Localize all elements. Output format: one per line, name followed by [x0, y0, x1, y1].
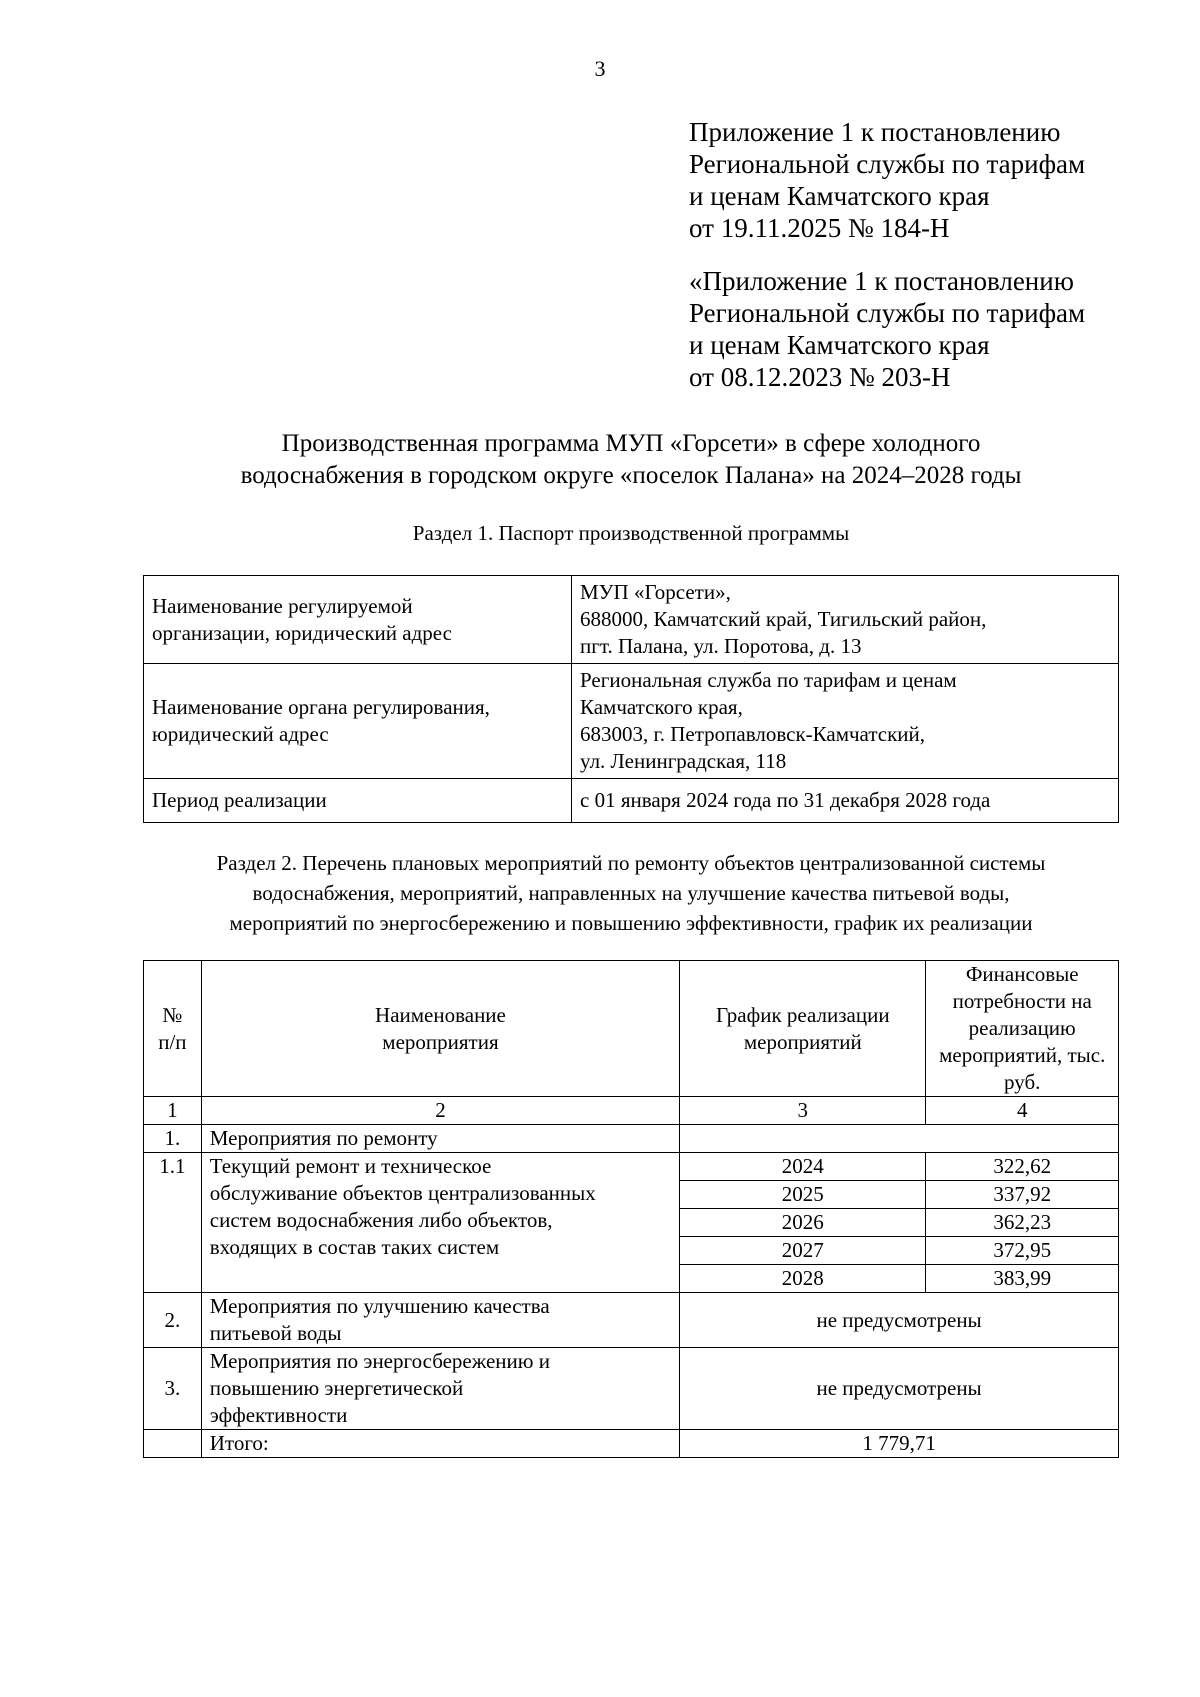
attachment-line: от 08.12.2023 № 203-Н	[689, 362, 951, 392]
header-line: мероприятий	[743, 1029, 862, 1054]
attachment-line: Региональной службы по тарифам	[689, 149, 1086, 179]
measure-name-line: повышению энергетической	[209, 1376, 464, 1400]
year-cell: 2028	[680, 1265, 926, 1293]
column-number-cell: 3	[680, 1097, 926, 1125]
row-number-cell: 3.	[144, 1348, 202, 1430]
passport-value-line: Региональная служба по тарифам и ценам	[580, 668, 957, 692]
passport-label-cell	[144, 576, 572, 664]
status-cell: не предусмотрены	[680, 1348, 1119, 1430]
passport-label-cell	[144, 779, 572, 823]
document-title	[0, 428, 1200, 492]
passport-value-line: 683003, г. Петропавловск-Камчатский,	[580, 722, 926, 746]
group-row	[144, 1293, 1119, 1348]
passport-row	[144, 779, 1119, 823]
amount-cell: 372,95	[926, 1237, 1119, 1265]
passport-label-line: юридический адрес	[152, 722, 329, 746]
measures-table	[143, 960, 1119, 1458]
header-line: Финансовые	[965, 962, 1079, 986]
attachment-current-block	[689, 116, 1085, 244]
row-number-cell: 1.1	[144, 1153, 202, 1293]
group-row	[144, 1125, 1119, 1153]
measure-name-cell	[201, 1348, 679, 1430]
header-line: п/п	[158, 1029, 187, 1054]
row-number-cell: 1.	[144, 1125, 202, 1153]
passport-value-cell	[572, 664, 1119, 779]
year-cell: 2026	[680, 1209, 926, 1237]
empty-cell	[680, 1125, 1119, 1153]
measure-name-line: эффективности	[209, 1403, 348, 1427]
total-row	[144, 1430, 1119, 1458]
measure-name-cell: Мероприятия по ремонту	[201, 1125, 679, 1153]
attachment-line: «Приложение 1 к постановлению	[689, 266, 1074, 296]
section1-heading: Раздел 1. Паспорт производственной программы	[412, 521, 850, 545]
attachment-previous-block	[689, 265, 1085, 393]
column-number-row	[144, 1097, 1119, 1125]
status-cell: не предусмотрены	[680, 1293, 1119, 1348]
measure-name-line: Текущий ремонт и техническое	[209, 1154, 492, 1178]
measure-name-line: Мероприятия по энергосбережению и	[209, 1349, 550, 1373]
table-header-row	[144, 961, 1119, 1097]
passport-label-line: Период реализации	[152, 788, 327, 812]
passport-row	[144, 576, 1119, 664]
passport-table	[143, 575, 1119, 823]
amount-cell: 322,62	[926, 1153, 1119, 1181]
row-number-cell: 2.	[144, 1293, 202, 1348]
amount-cell: 337,92	[926, 1181, 1119, 1209]
header-name-cell	[201, 961, 679, 1097]
year-cell: 2024	[680, 1153, 926, 1181]
attachment-line: и ценам Камчатского края	[689, 181, 990, 211]
table-row	[144, 1153, 1119, 1181]
passport-value-line: ул. Ленинградская, 118	[580, 749, 787, 773]
measure-name-cell	[201, 1153, 679, 1293]
group-row	[144, 1348, 1119, 1430]
passport-value-line: МУП «Горсети»,	[580, 580, 731, 604]
section2-heading-line: мероприятий по энергосбережению и повышению эффективности, график их реализации	[229, 911, 1033, 935]
passport-value-line: 688000, Камчатский край, Тигильский район,	[580, 607, 987, 631]
measure-name-line: входящих в состав таких систем	[209, 1235, 500, 1259]
measure-name-line: Мероприятия по улучшению качества	[209, 1294, 550, 1318]
passport-label-line: организации, юридический адрес	[152, 620, 452, 645]
measure-name-line: обслуживание объектов централизованных	[209, 1181, 596, 1205]
empty-cell	[144, 1430, 202, 1458]
header-line: №	[162, 1002, 183, 1027]
section2-heading-line: водоснабжения, мероприятий, направленных на улучшение качества питьевой воды,	[252, 881, 1010, 905]
passport-value-line: с 01 января 2024 года по 31 декабря 2028 года	[580, 788, 991, 812]
passport-value-cell	[572, 576, 1119, 664]
measure-name-line: систем водоснабжения либо объектов,	[209, 1208, 553, 1232]
total-value-cell: 1 779,71	[680, 1430, 1119, 1458]
passport-value-line: пгт. Палана, ул. Поротова, д. 13	[580, 634, 862, 658]
header-line: реализацию	[968, 1016, 1076, 1040]
column-number-cell: 1	[144, 1097, 202, 1125]
column-number-cell: 4	[926, 1097, 1119, 1125]
attachment-line: Региональной службы по тарифам	[689, 298, 1086, 328]
attachment-line: Приложение 1 к постановлению	[689, 117, 1061, 147]
total-label-cell: Итого:	[201, 1430, 679, 1458]
section2-heading	[0, 848, 1200, 938]
header-line: График реализации	[715, 1002, 890, 1027]
amount-cell: 362,23	[926, 1209, 1119, 1237]
title-line: водоснабжения в городском округе «поселок Палана» на 2024–2028 годы	[240, 462, 1022, 489]
year-cell: 2025	[680, 1181, 926, 1209]
header-line: мероприятия	[382, 1029, 499, 1054]
column-number-cell: 2	[201, 1097, 679, 1125]
header-finance-cell	[926, 961, 1119, 1097]
passport-label-cell	[144, 664, 572, 779]
passport-label-line: Наименование регулируемой	[152, 593, 413, 618]
passport-value-cell	[572, 779, 1119, 823]
measure-name-cell	[201, 1293, 679, 1348]
year-cell: 2027	[680, 1237, 926, 1265]
header-line: потребности на	[952, 989, 1092, 1013]
page-number: 3	[594, 56, 606, 81]
attachment-line: от 19.11.2025 № 184-Н	[689, 213, 950, 243]
amount-cell: 383,99	[926, 1265, 1119, 1293]
header-line: Наименование	[375, 1002, 506, 1027]
measure-name-line: питьевой воды	[209, 1321, 342, 1345]
section2-heading-line: Раздел 2. Перечень плановых мероприятий по ремонту объектов централизованной системы	[216, 851, 1046, 875]
passport-value-line: Камчатского края,	[580, 695, 743, 719]
passport-row	[144, 664, 1119, 779]
header-num-cell	[144, 961, 202, 1097]
header-line: руб.	[1004, 1070, 1041, 1094]
passport-label-line: Наименование органа регулирования,	[152, 695, 490, 719]
title-line: Производственная программа МУП «Горсети» в сфере холодного	[281, 430, 981, 457]
attachment-line: и ценам Камчатского края	[689, 330, 990, 360]
header-schedule-cell	[680, 961, 926, 1097]
header-line: мероприятий, тыс.	[939, 1043, 1106, 1067]
